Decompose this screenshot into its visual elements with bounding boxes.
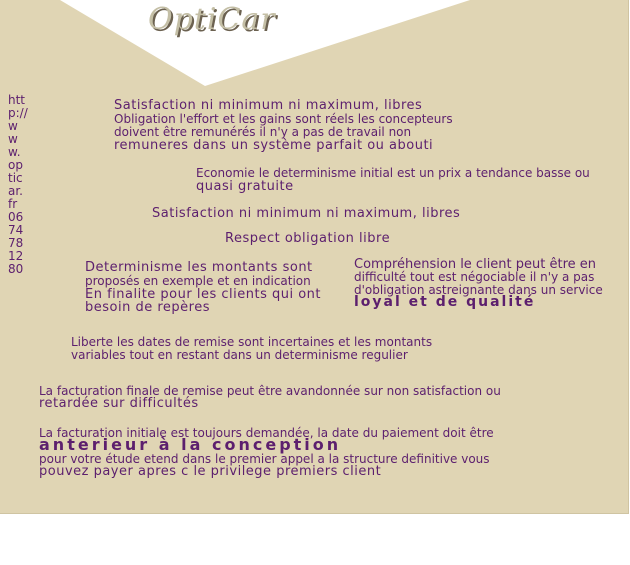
b1-line-3: doivent être remunérés il n'y a pas de travail non [114,125,412,139]
b8-line-2: retardée sur difficultés [39,396,199,411]
b5-line-1: Determinisme les montants sont [85,260,313,275]
b6-line-2: difficulté tout est négociable il n'y a pas [354,270,595,284]
b4-line: Respect obligation libre [225,231,391,246]
b6-line-3: d'obligation astreignante dans un service [354,283,603,297]
b5-line-4: besoin de repères [85,300,210,315]
b9-line-2: anterieur à la conception [39,435,342,454]
b9-line-3: pour votre étude etend dans le premier appel a la structure definitive vous [39,452,490,466]
b7-line-2: variables tout en restant dans un determinisme regulier [71,348,408,362]
b5-line-2: proposés en exemple et en indication [85,274,311,288]
b1-line-4: remuneres dans un système parfait ou abouti [114,138,434,153]
logo-text: OptiCar [148,2,276,37]
b1-line-1: Satisfaction ni minimum ni maximum, libres [114,98,423,113]
b2-line-1: Economie le determinisme initial est un prix a tendance basse ou [196,166,590,180]
b9-line-1: La facturation initiale est toujours demandée, la date du paiement doit être [39,426,494,440]
website-phone-link[interactable]: http://www.opticar.fr 0674781280 [8,93,28,276]
b1-line-2: Obligation l'effort et les gains sont réels les concepteurs [114,112,453,126]
opticar-logo[interactable] [148,0,328,48]
b6-line-4: loyal et de qualité [354,294,536,310]
b2-line-2: quasi gratuite [196,179,294,194]
b5-line-3: En finalite pour les clients qui ont [85,287,322,302]
b7-line-1: Liberte les dates de remise sont incertaines et les montants [71,335,433,349]
b8-line-1: La facturation finale de remise peut être avandonnée sur non satisfaction ou [39,384,501,398]
b3-line: Satisfaction ni minimum ni maximum, libres [152,206,461,221]
b6-line-1: Compréhension le client peut être en [354,257,597,272]
b9-line-4: pouvez payer apres c le privilege premiers client [39,464,382,479]
